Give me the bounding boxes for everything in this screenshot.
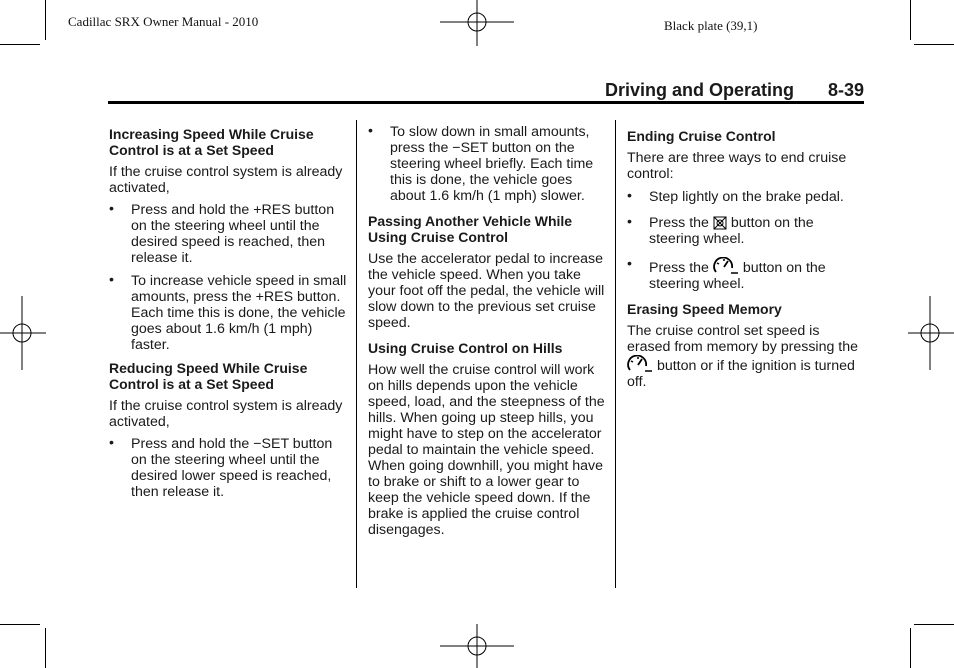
paragraph: If the cruise control system is already activated, — [109, 164, 343, 196]
crop-mark — [914, 44, 954, 45]
header-rule — [108, 101, 864, 104]
heading-passing-vehicle: Passing Another Vehicle While Using Cruise Control — [368, 213, 573, 245]
bullet: • — [627, 256, 632, 272]
paragraph: If the cruise control system is already activated, — [109, 398, 343, 430]
column-3 — [627, 128, 865, 396]
list-item-text: Step lightly on the brake pedal. — [649, 189, 844, 205]
bullet: • — [627, 188, 632, 204]
cruise-cancel-icon — [713, 216, 727, 230]
registration-mark-icon — [908, 296, 954, 370]
registration-mark-icon — [440, 0, 514, 46]
paragraph-text: The cruise control set speed is erased from memory by pressing the — [627, 323, 859, 355]
bullet: • — [109, 435, 114, 451]
plate-left: Cadillac SRX Owner Manual - 2010 — [68, 14, 259, 29]
column-divider — [356, 120, 357, 588]
paragraph — [627, 323, 865, 390]
list-item — [627, 257, 865, 292]
bullet-list — [109, 436, 347, 500]
column-divider — [615, 120, 616, 588]
paragraph: Use the accelerator pedal to increase the vehicle speed. When you take your foot off the pedal, the vehicle will slow down to the previous set cruise speed. — [368, 251, 605, 331]
cruise-control-icon — [713, 257, 739, 275]
paragraph: How well the cruise control will work on hills depends upon the vehicle speed, load, and the steepness of the hills. When going up steep hills, you might have to step on the accelerator pedal to maintain the vehicle speed. When going downhill, you might have to brake or shift to a lower gear to keep the vehicle speed down. If the brake is applied the cruise control disengages. — [368, 362, 605, 538]
paragraph-text: button or if the ignition is turned off. — [627, 358, 855, 390]
page-number: 8-39 — [827, 80, 864, 100]
bullet-list — [368, 124, 608, 204]
registration-mark-icon — [440, 624, 514, 668]
section-title: Driving and Operating — [604, 80, 794, 100]
list-item — [627, 189, 865, 205]
list-item-text: button on the steering wheel. — [649, 260, 826, 292]
crop-mark — [45, 628, 46, 668]
heading-erasing-memory: Erasing Speed Memory — [627, 301, 782, 317]
bullet: • — [109, 272, 114, 288]
bullet: • — [109, 201, 114, 217]
list-item — [109, 436, 347, 500]
heading-cruise-on-hills: Using Cruise Control on Hills — [368, 340, 563, 356]
heading-reducing-speed: Reducing Speed While Cruise Control is at a Set Speed — [109, 360, 308, 392]
bullet-list — [109, 202, 347, 353]
list-item-text: button on the steering wheel. — [649, 215, 814, 247]
registration-mark-icon — [0, 296, 46, 370]
list-item-text: Press the — [649, 215, 709, 231]
list-item-text: Press and hold the −SET button on the steering wheel until the desired lower speed is reached, then release it. — [131, 436, 333, 500]
paragraph: There are three ways to end cruise control: — [627, 150, 847, 182]
crop-mark — [910, 0, 911, 40]
bullet-list — [627, 189, 865, 292]
crop-mark — [45, 0, 46, 40]
crop-mark — [0, 44, 40, 45]
heading-increasing-speed: Increasing Speed While Cruise Control is at a Set Speed — [109, 126, 314, 158]
list-item — [109, 202, 347, 266]
column-1 — [109, 126, 347, 507]
plate-right: Black plate (39,1) — [664, 18, 758, 33]
bullet: • — [627, 214, 632, 230]
list-item-text: To slow down in small amounts, press the −SET button on the steering wheel briefly. Each time this is done, the vehicle goes about 1.6 km/h (1 mph) slower. — [390, 124, 594, 204]
crop-mark — [0, 624, 40, 625]
list-item — [627, 215, 865, 247]
list-item — [368, 124, 608, 204]
list-item-text: To increase vehicle speed in small amounts, press the +RES button. Each time this is done, the vehicle goes about 1.6 km/h (1 mph) faster. — [131, 273, 347, 353]
crop-mark — [914, 624, 954, 625]
heading-ending-cruise: Ending Cruise Control — [627, 128, 776, 144]
bullet: • — [368, 123, 373, 139]
list-item-text: Press the — [649, 260, 709, 276]
cruise-control-icon — [627, 355, 653, 373]
crop-mark — [910, 628, 911, 668]
list-item — [109, 273, 347, 353]
column-2 — [368, 124, 608, 544]
list-item-text: Press and hold the +RES button on the steering wheel until the desired speed is reached, then release it. — [131, 202, 335, 266]
